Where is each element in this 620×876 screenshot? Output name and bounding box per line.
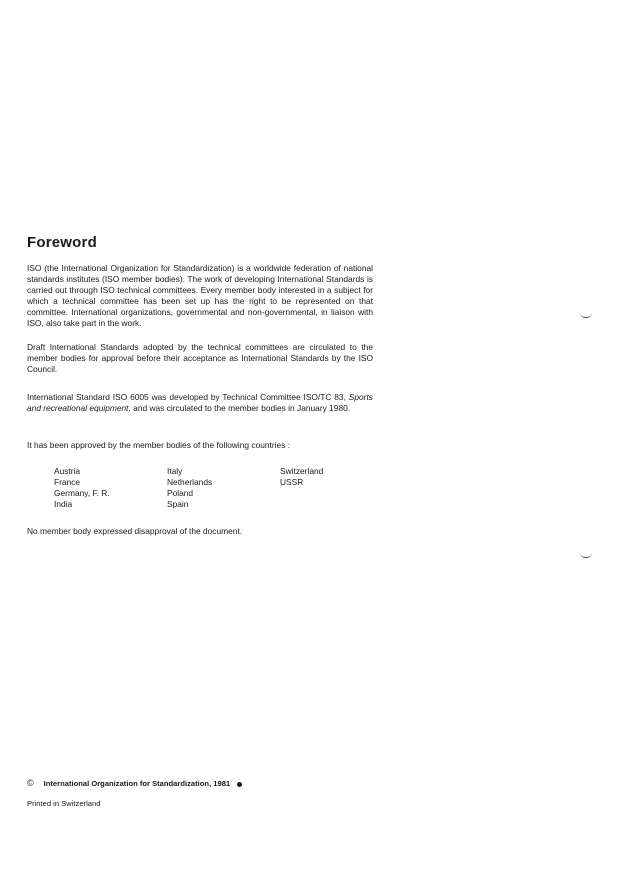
country-name: Austria [54,466,81,476]
binding-mark-icon [580,553,592,558]
bullet-icon [237,782,242,787]
development-text-start: International Standard ISO 6005 was developed by Technical Committee ISO/TC 83, [27,392,346,402]
country-name: Netherlands [167,477,213,487]
foreword-paragraph-approval: It has been approved by the member bodies of the following countries : [27,440,291,450]
copyright-text: International Organization for Standardization, 1981 [43,779,231,788]
printed-in: Printed in Switzerland [27,799,101,808]
foreword-paragraph-development [27,392,373,414]
development-text-end: and was circulated to the member bodies in January 1980. [133,403,351,413]
country-column-2 [167,466,277,510]
country-name: India [54,499,73,509]
binding-mark-icon [580,313,592,318]
foreword-paragraph-disapproval: No member body expressed disapproval of the document. [27,526,243,536]
committee-title: Sports and recreational equipment, [27,392,373,413]
country-name: Poland [167,488,194,498]
foreword-paragraph-iso: ISO (the International Organization for Standardization) is a worldwide federation of national standards institutes (ISO member bodies). The work of developing International Standards is carried out through ISO technical committees. Every member body interested in a subject for which a technical committee has been set up has the right to be represented on that committee. International organizations, governmental and non-governmental, in liaison with ISO, also take part in the work. [27,263,373,328]
country-name: USSR [280,477,304,487]
country-name: Switzerland [280,466,324,476]
copyright-icon: © [27,778,34,788]
country-column-3 [280,466,390,488]
copyright-line [27,778,242,788]
country-name: Italy [167,466,183,476]
page-title: Foreword [27,234,97,251]
country-name: France [54,477,81,487]
foreword-paragraph-drafts: Draft International Standards adopted by the technical committees are circulated to the member bodies for approval before their acceptance as International Standards by the ISO Council. [27,342,373,374]
country-name: Germany, F. R. [54,488,110,498]
country-column-1 [54,466,164,510]
country-name: Spain [167,499,189,509]
